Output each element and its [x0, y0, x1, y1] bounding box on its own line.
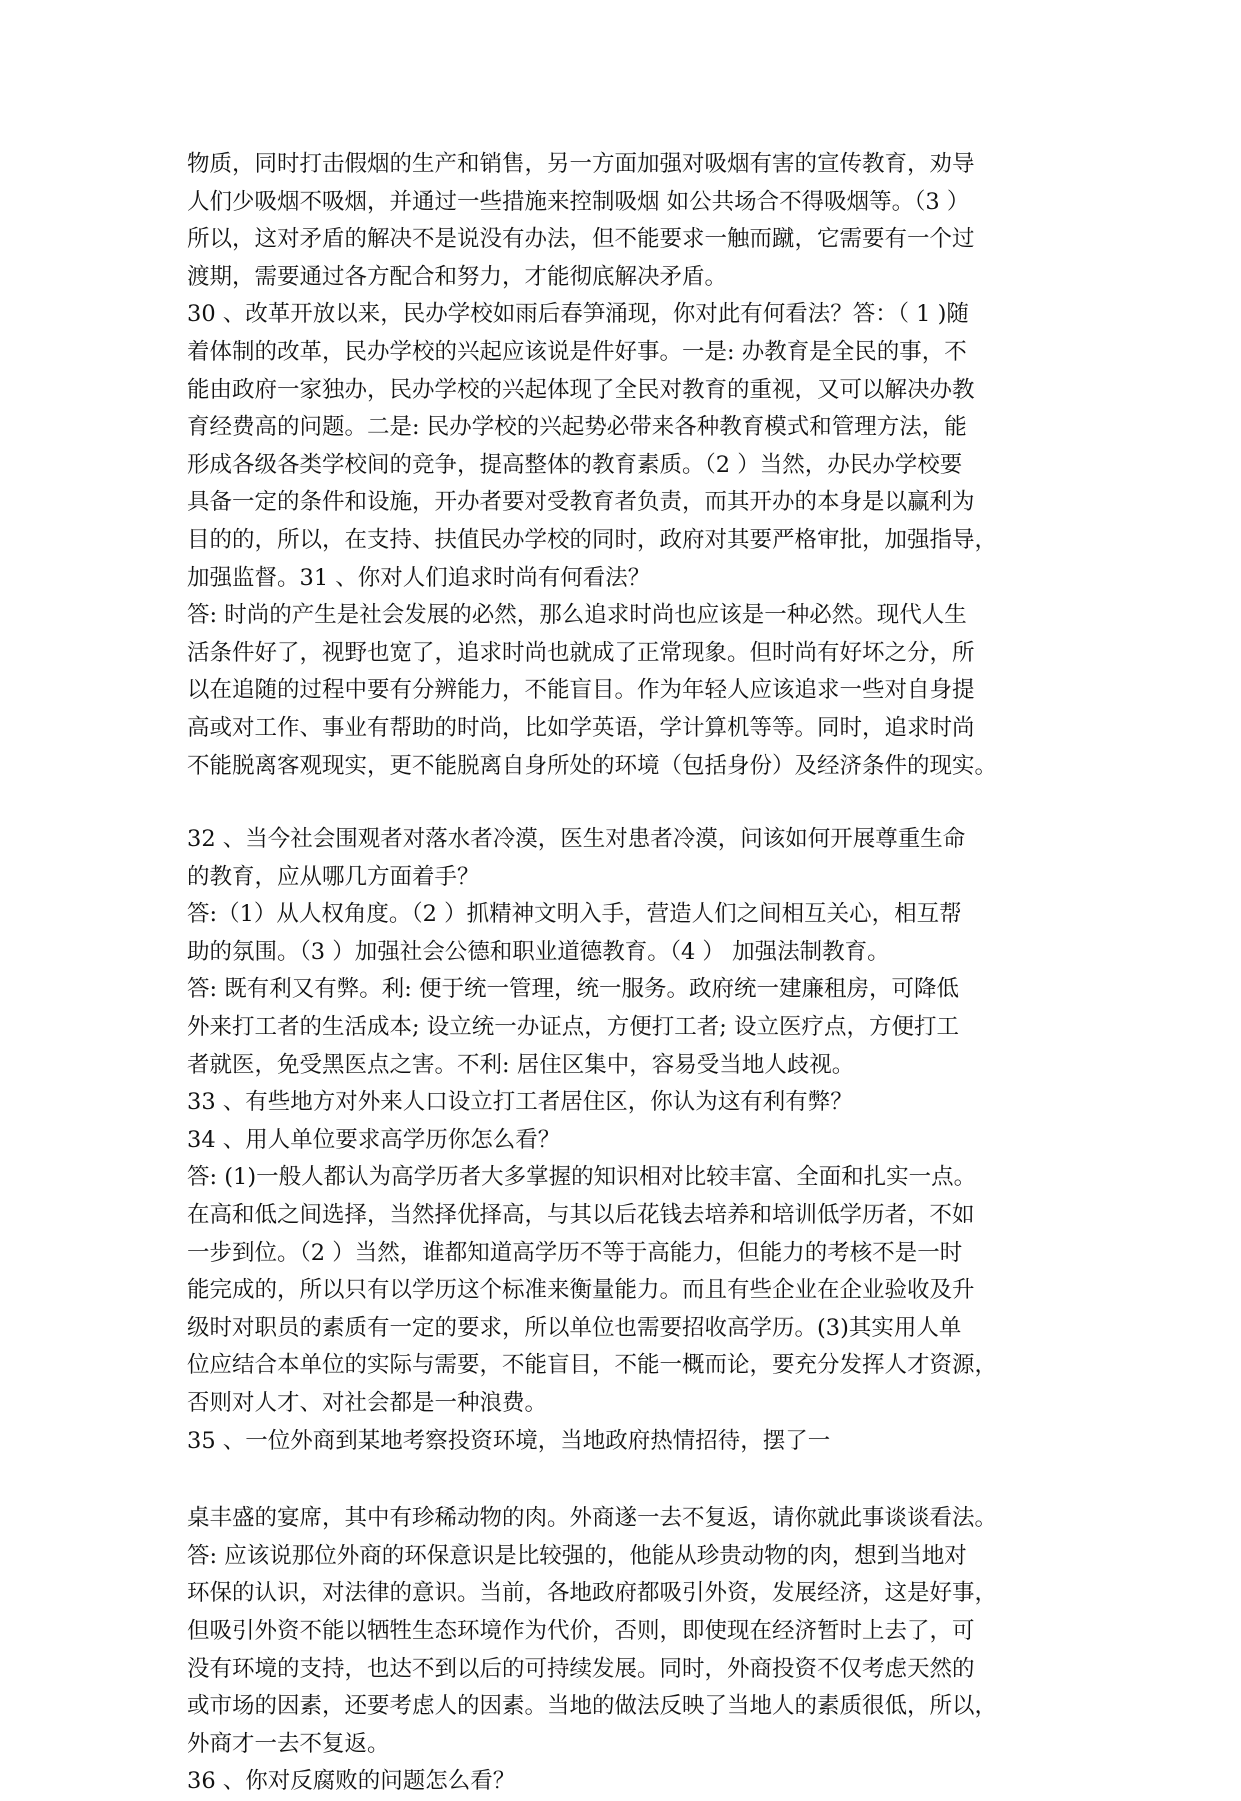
text-block-3: 桌丰盛的宴席，其中有珍稀动物的肉。外商遂一去不复返，请你就此事谈谈看法。 答: 应该说那位外商的环保意识是比较强的，他能从珍贵动物的肉，想到当地对 环保的认识，对法律的意识。当前，各地政府都吸引外资，发展经济，这是好事， 但吸引外资不能以牺牲生态环境作为代价，否则，即使现在经济暂时上去了，可 没有环境的支持，也达不到以后的可持续发展。同时，外商投资不仅考虑天然的 或市场的因素，还要考虑人的因素。当地的做法反映了当地人的素质很低，所以， 外商才一去不复返。 36 、你对反腐败的问题怎么看？: [187, 1505, 998, 1795]
paragraph-gap: [187, 785, 1055, 821]
paragraph-gap: [187, 1460, 1055, 1500]
text-block-2: 32 、当今社会围观者对落水者冷漠，医生对患者冷漠，问该如何开展尊重生命 的教育，应从哪几方面着手？ 答:（1）从人权角度。（2 ）抓精神文明入手，营造人们之间相互关心，相互帮 助的氛围。（3 ）加强社会公德和职业道德教育。（4 ） 加强法制教育。 答: 既有利又有弊。利: 便于统一管理，统一服务。政府统一建廉租房，可降低 外来打工者的生活成本; 设立统一办证点，方便打工者; 设立医疗点，方便打工 者就医，免受黑医点之害。不利: 居住区集中，容易受当地人歧视。 33 、有些地方对外来人口设立打工者居住区，你认为这有利有弊？ 34 、用人单位要求高学历你怎么看？ 答: (1)一般人都认为高学历者大多掌握的知识相对比较丰富、全面和扎实一点。 在高和低之间选择，当然择优择高，与其以后花钱去培养和培训低学历者，不如 一步到位。（2 ）当然，谁都知道高学历不等于高能力，但能力的考核不是一时 能完成的，所以只有以学历这个标准来衡量能力。而且有些企业在企业验收及升 级时对职员的素质有一定的要求，所以单位也需要招收高学历。(3)其实用人单 位应结合本单位的实际与需要，不能盲目，不能一概而论，要充分发挥人才资源， 否则对人才、对社会都是一种浪费。 35 、一位外商到某地考察投资环境，当地政府热情招待，摆了一: [187, 826, 998, 1454]
text-block-1: 物质，同时打击假烟的生产和销售，另一方面加强对吸烟有害的宣传教育，劝导 人们少吸烟不吸烟，并通过一些措施来控制吸烟 如公共场合不得吸烟等。（3 ） 所以，这对矛盾的解决不是说没有办法，但不能要求一触而蹴，它需要有一个过 渡期，需要通过各方配合和努力，才能彻底解决矛盾。 30 、改革开放以来，民办学校如雨后春笋涌现，你对此有何看法？答：（ 1 )随 着体制的改革，民办学校的兴起应该说是件好事。一是: 办教育是全民的事，不 能由政府一家独办，民办学校的兴起体现了全民对教育的重视，又可以解决办教 育经费高的问题。二是: 民办学校的兴起势必带来各种教育模式和管理方法，能 形成各级各类学校间的竞争，提高整体的教育素质。（2 ）当然，办民办学校要 具备一定的条件和设施，开办者要对受教育者负责，而其开办的本身是以赢利为 目的的，所以，在支持、扶值民办学校的同时，政府对其要严格审批，加强指导， 加强监督。31 、你对人们追求时尚有何看法？ 答: 时尚的产生是社会发展的必然，那么追求时尚也应该是一种必然。现代人生 活条件好了，视野也宽了，追求时尚也就成了正常现象。但时尚有好坏之分，所 以在追随的过程中要有分辨能力，不能盲目。作为年轻人应该追求一些对自身提 高或对工作、事业有帮助的时尚，比如学英语，学计算机等等。同时，追求时尚 不能脱离客观现实，更不能脱离自身所处的环境（包括身份）及经济条件的现实。: [187, 151, 998, 779]
